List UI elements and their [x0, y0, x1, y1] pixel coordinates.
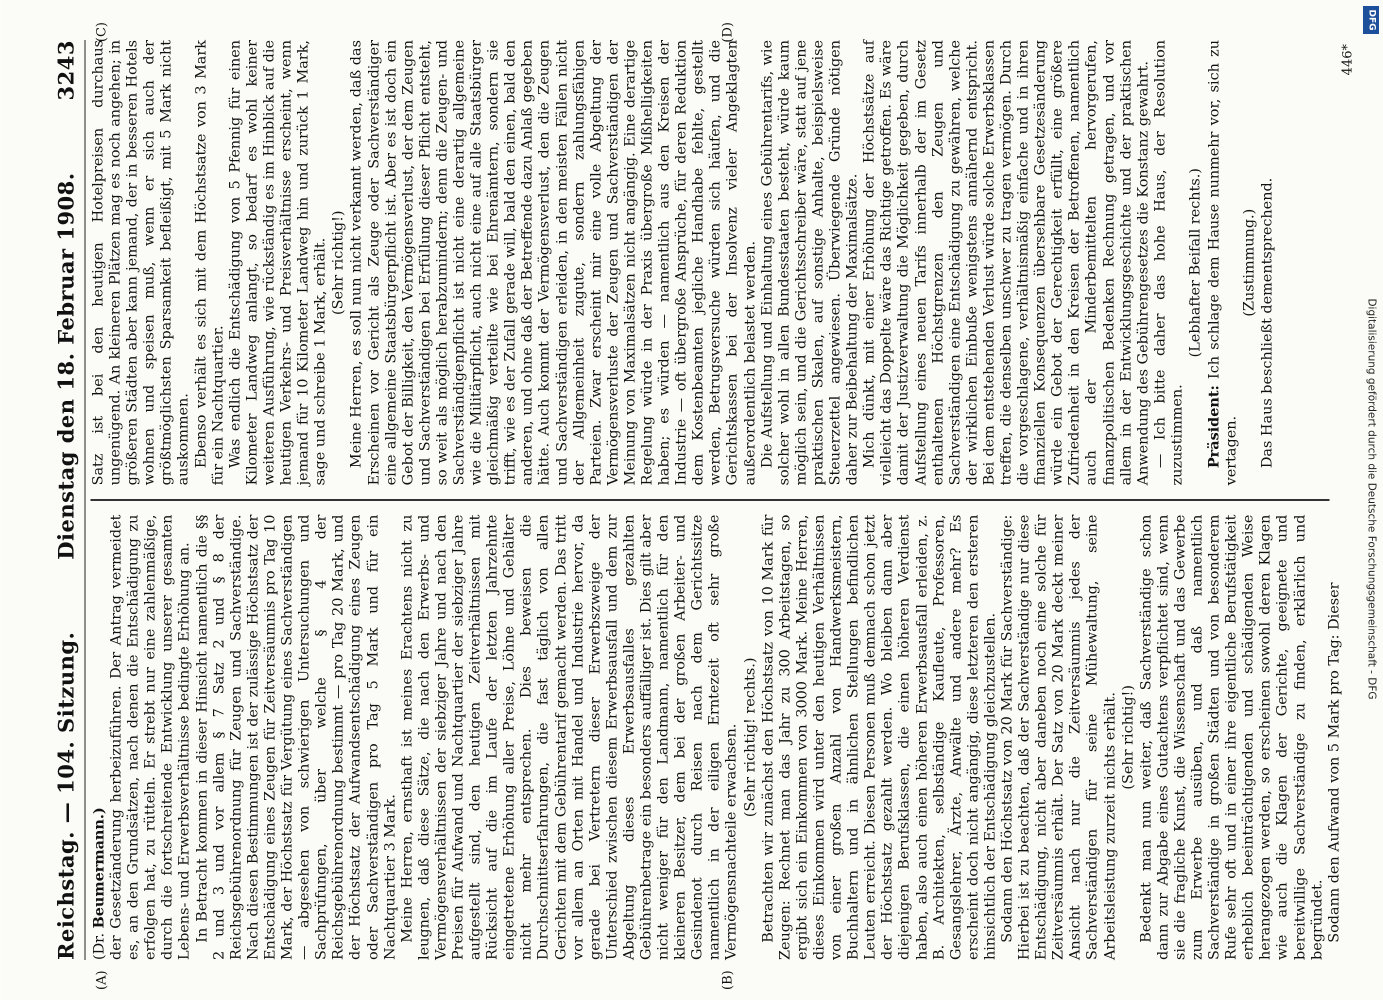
applause-note: (Sehr richtig!) [1119, 685, 1136, 790]
margin-marker-b: (B) [720, 970, 735, 990]
paragraph: Mich dünkt, mit einer Erhöhung der Höchstsätze auf vielleicht das Doppelte wäre das Richtige getroffen. Es wäre damit der Justizverwaltung die Möglichkeit gegeben, durch Aufstellung eines neuen Tarifs innerhalb der im Gesetz enthaltenen Höchstgrenzen den Zeugen und Sachverständigen eine Entschädigung zu gewähren, welche der wirklichen Einbuße wenigstens annähernd entspricht. Bei dem entstehenden Verlust würde solche Erwerbsklassen treffen, die denselben unschwer zu tragen vermögen. Durch die vorgeschlagene, verhältnismäßig einfache und in ihren finanziellen Konsequenzen übersehbare Gesetzesänderung würde ein Gebot der Gerechtigkeit erfüllt, eine größere Zufriedenheit in den Kreisen der Betroffenen, namentlich auch der Minderbemittelten hervorgerufen, finanzpolitischen Bedenken Rechnung getragen, und vor allem in der Entwicklungsgeschichte und der praktischen Anwendung des Gebührengesetzes die Konstanz gewahrt. [861, 40, 1151, 486]
president-text: Ich schlage dem Hause nunmehr vor, sich zu vertagen. [1206, 40, 1240, 486]
column-left [90, 514, 1342, 960]
margin-marker-c: (C) [94, 22, 109, 43]
applause-note: (Sehr richtig!) [330, 210, 347, 315]
president-label: Präsident: [1205, 385, 1223, 469]
column-divider [90, 499, 1329, 500]
column-right [90, 40, 1329, 485]
page-header [34, 40, 85, 960]
paragraph: Ebenso verhält es sich mit dem Höchstsatze von 3 Mark für ein Nachtquartier. [192, 40, 226, 486]
paragraph: Meine Herren, es soll nun nicht verkannt werden, daß das Erscheinen vor Gericht als Zeuge oder Sachverständiger eine allgemeine Staatsbürgerpflicht ist. Aber es ist doch ein Gebot der Billigkeit, den Vermögensverlust, der dem Zeugen und Sachverständigen bei Erfüllung dieser Pflicht entsteht, so weit als möglich herabzumindern; denn die Zeugen- und Sachverständigenpflicht ist nicht eine derartig allgemeine wie die Militärpflicht, auch nicht eine auf alle Staatsbürger gleichmäßig verteilte wie bei Ehrenämtern, sondern sie trifft, wie es der Zufall gerade will, bald den einen, bald den anderen, und ohne daß der Betreffende dazu Anlaß gegeben hätte. Auch kommt der Vermögensverlust, den die Zeugen und Sachverständigen erleiden, in den meisten Fällen nicht der Allgemeinheit zugute, sondern zahlungsfähigen Parteien. Zwar erscheint mir eine volle Abgeltung der Vermögensverluste der Zeugen und Sachverständigen der Meinung von Maximalsätzen nicht angängig. Eine derartige Regelung würde in der Praxis übergroße Mißhelligkeiten haben; es würden — namentlich aus den Kreisen der Industrie — oft übergroße Ansprüche, für deren Reduktion dem Kostenbeamten jegliche Handhabe fehlte, gestellt werden, Betrugsversuche würden sich häufen, und die Gerichtskassen bei der Insolvenz vieler Angeklagten außerordentlich belastet werden. [348, 40, 758, 486]
speaker-line [90, 515, 108, 960]
header-left: Reichstag. — 104. Sitzung. [53, 631, 78, 960]
paragraph: Was endlich die Entschädigung von 5 Pfennig für einen Kilometer Landweg anlangt, so bedarf es wohl keiner weiteren Ausführung, wie rückständig es im Hinblick auf die heutigen Verkehrs- und Preisverhältnisse erscheint, wenn jemand für 10 Kilometer Landweg hin und zurück 1 Mark, sage und schreibe 1 Mark, erhält. [226, 40, 329, 486]
paragraph: der Gesetzänderung herbeizuführen. Der Antrag vermeidet es, an den Grundsätzen, nach denen die Entschädigung zu erfolgen hat, zu rütteln. Er strebt nur eine zahlenmäßige, durch die fortschreitende Entwicklung unserer gesamten Lebens- und Erwerbsverhältnisse bedingte Erhöhung an. [108, 514, 193, 960]
applause-note: (Lebhafter Beifall rechts.) [1187, 168, 1203, 358]
paragraph: Meine Herren, ernsthaft ist meines Erachtens nicht zu leugnen, daß diese Sätze, die nach den Erwerbs- und Vermögensverhältnissen der siebziger Jahre und nach den Preisen für Aufwand und Nachtquartier der siebziger Jahre aufgestellt sind, den heutigen Zeitverhältnissen mit Rücksicht auf die im Laufe der letzten Jahrzehnte eingetretene Erhöhung aller Preise, Löhne und Gehälter nicht mehr entsprechen. Dies beweisen die Durchschnittserfahrungen, die fast täglich von allen Gerichten mit dem Gebührentarif gemacht werden. Das tritt vor allem an Orten mit Handel und Industrie hervor, da gerade bei Vertretern dieser Erwerbszweige der Unterschied zwischen diesem Erwerbsausfall und dem zur Abgeltung dieses Erwerbsausfalles gezahlten Gebührenbetrage ein besonders auffälliger ist. Dies gilt aber nicht weniger für den Landmann, namentlich für den kleineren Besitzer, dem bei der großen Arbeiter- und Gesindenot durch Reisen nach dem Gerichtssitze namentlich in der eiligen Erntezeit oft sehr große Vermögensnachteile erwachsen. [398, 514, 740, 960]
paragraph: Sodann den Aufwand von 5 Mark pro Tag: Dieser [1325, 582, 1342, 943]
paragraph: In Betracht kommen in dieser Hinsicht namentlich die §§ 2 und 3 und vor allem § 7 Satz 2 und § 8 der Reichsgebührenordnung für Zeugen und Sachverständige. Nach diesen Bestimmungen ist der zulässige Höchstsatz der Entschädigung eines Zeugen für Zeitversäumnis pro Tag 10 Mark, der Höchstsatz für Vergütung eines Sachverständigen — abgesehen von schwierigen Untersuchungen und Sachprüfungen, über welche § 4 der Reichsgebührenordnung bestimmt — pro Tag 20 Mark, und der Höchstsatz der Aufwandsentschädigung eines Zeugen oder Sachverständigen pro Tag 5 Mark und für ein Nachtquartier 3 Mark. [193, 514, 398, 960]
paragraph: — Ich bitte daher das hohe Haus, der Resolution zuzustimmen. [1151, 40, 1185, 486]
page-number: 3243 [53, 40, 78, 101]
paragraph: Bedenkt man nun weiter, daß Sachverständige schon dann zur Abgabe eines Gutachtens verpflichtet sind, wenn sie die fragliche Kunst, die Wissenschaft und das Gewerbe zum Erwerbe ausüben, und daß namentlich Sachverständige in großen Städten und von besonderem Rufe sehr oft und in einer ihre eigentliche Berufstätigkeit erheblich beeinträchtigenden und schädigenden Weise herangezogen werden, so erscheinen sowohl deren Klagen wie auch die Klagen der Gerichte, geeignete und bereitwillige Sachverständige zu finden, erklärlich und begründet. [1137, 514, 1325, 960]
paragraph: Betrachten wir zunächst den Höchstsatz von 10 Mark für Zeugen: Rechnet man das Jahr zu 300 Arbeitstagen, so ergibt sich ein Einkommen von 3000 Mark. Meine Herren, dieses Einkommen wird unter den heutigen Verhältnissen von einer großen Anzahl von Handwerksmeistern, Buchhaltern und in ähnlichen Stellungen befindlichen Leuten erreicht. Diesen Personen muß demnach schon jetzt der Höchstsatz gezahlt werden. Wo bleiben dann aber diejenigen Berufsklassen, die einen höheren Verdienst haben, also auch einen höheren Erwerbsausfall erleiden, z. B. Architekten, selbständige Kaufleute, Professoren, Gesangslehrer, Ärzte, Anwälte und andere mehr? Es erscheint doch nicht angängig, diese letzteren den ersteren hinsichtlich der Entschädigung gleichzustellen. [759, 514, 998, 960]
paragraph: Sodann den Höchstsatz von 20 Mark für Sachverständige: Hierbei ist zu beachten, daß der Sachverständige nur diese Entschädigung, nicht aber daneben noch eine solche für Zeitversäumnis erhält. Der Satz von 20 Mark deckt meiner Ansicht nach nur die Zeitversäumnis jedes der Sachverständigen für seine Mühewaltung, seine Arbeitsleistung zurzeit nichts erhält. [998, 514, 1118, 960]
digitization-note: Digitalisierung gefördert durch die Deutsche Forschungsgemeinschaft - DFG [1366, 297, 1379, 700]
dfg-logo: DFG [1363, 6, 1379, 34]
page-code: 446* [1340, 44, 1355, 76]
margin-marker-d: (D) [720, 22, 735, 43]
president-line [1205, 40, 1240, 485]
applause-note: (Sehr richtig! rechts.) [741, 657, 758, 818]
decision-line: Das Haus beschließt dementsprechend. [1259, 177, 1276, 469]
paragraph: Satz ist bei den heutigen Hotelpreisen durchaus ungenügend. An kleineren Plätzen mag es noch angehen; in größeren Städten aber kann jemand, der in besseren Hotels wohnen und speisen muß, wenn er sich auch der größtmöglichsten Sparsamkeit befleißigt, mit 5 Mark nicht auskommen. [90, 40, 192, 486]
speaker-name: Beumermann.) [90, 807, 107, 929]
header-center: Dienstag den 18. Februar 1908. [53, 172, 78, 560]
speaker-prefix: (Dr. [91, 932, 107, 960]
paragraph: Die Aufstellung und Einhaltung eines Gebührentarifs, wie solcher wohl in allen Bundesstaaten besteht, würde kaum möglich sein, und die Gerichtsschreiber wäre, statt auf jene praktischen Skalen, auf sonstige Anhalte, beispielsweise Steuerzettel angewiesen. Überwiegende Gründe nötigen daher zur Beibehaltung der Maximalsätze. [758, 40, 861, 486]
margin-marker-a: (A) [94, 970, 109, 990]
agreement-note: (Zustimmung.) [1241, 208, 1258, 317]
text-columns [90, 40, 1342, 960]
